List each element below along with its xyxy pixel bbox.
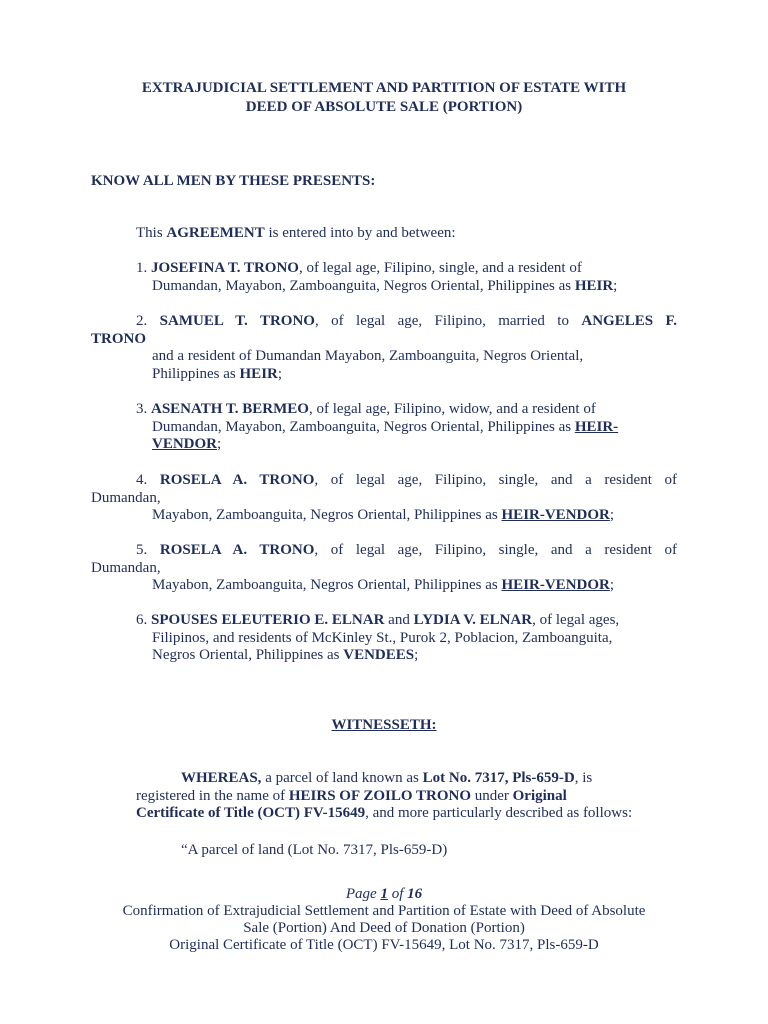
party-role: HEIR — [239, 365, 278, 382]
intro-paragraph: This AGREEMENT is entered into by and between: — [136, 225, 456, 241]
party-2: 2. SAMUEL T. TRONO, of legal age, Filipino, married to ANGELES F. TRONO and a resident of Dumandan Mayabon, Zamboanguita, Negros Oriental, Philippines as HEIR; — [91, 313, 678, 382]
footer-line-2: Confirmation of Extrajudicial Settlement and Partition of Estate with Deed of Absolute — [122, 903, 646, 919]
party-name-2: LYDIA V. ELNAR — [413, 612, 533, 628]
land-description-quote: “A parcel of land (Lot No. 7317, Pls-659-D) — [181, 842, 448, 858]
preamble: KNOW ALL MEN BY THESE PRESENTS: — [91, 173, 376, 189]
party-role: HEIR- — [574, 418, 619, 435]
lot-number: Lot No. 7317, Pls-659-D — [422, 770, 575, 786]
party-name: JOSEFINA T. TRONO — [151, 260, 299, 276]
party-role: HEIR-VENDOR — [501, 507, 610, 523]
party-role: HEIR-VENDOR — [501, 577, 610, 593]
party-6: 6. SPOUSES ELEUTERIO E. ELNAR and LYDIA V. ELNAR, of legal ages, Filipinos, and residents of McKinley St., Purok 2, Poblacion, Zamboanguita, Negros Oriental, Philippines as VENDEES; — [136, 612, 620, 663]
party-5: 5. ROSELA A. TRONO, of legal age, Filipino, single, and a resident of Dumandan, Mayabon, Zamboanguita, Negros Oriental, Philippines as HEIR-VENDOR; — [91, 542, 677, 593]
page-footer — [60, 886, 708, 954]
party-name: ROSELA A. TRONO — [159, 472, 315, 488]
document-title — [60, 79, 708, 117]
page-number: Page 1 of 16 — [345, 886, 423, 902]
footer-line-3: Sale (Portion) And Deed of Donation (Portion) — [243, 920, 525, 936]
title-number: Certificate of Title (OCT) FV-15649 — [136, 805, 366, 821]
party-name: ROSELA A. TRONO — [159, 542, 315, 558]
party-name: SPOUSES ELEUTERIO E. ELNAR — [151, 612, 385, 628]
witnesseth-heading: WITNESSETH: — [331, 717, 437, 733]
party-3: 3. ASENATH T. BERMEO, of legal age, Filipino, widow, and a resident of Dumandan, Mayabon, Zamboanguita, Negros Oriental, Philippines as HEIR- VENDOR; — [136, 401, 619, 452]
footer-line-4: Original Certificate of Title (OCT) FV-15649, Lot No. 7317, Pls-659-D — [169, 937, 599, 953]
spouse-name: ANGELES F. — [581, 313, 678, 329]
party-role: VENDEES — [343, 647, 415, 663]
party-4: 4. ROSELA A. TRONO, of legal age, Filipino, single, and a resident of Dumandan, Mayabon, Zamboanguita, Negros Oriental, Philippines as HEIR-VENDOR; — [91, 472, 677, 523]
party-name: ASENATH T. BERMEO — [151, 401, 309, 417]
title-line-2: DEED OF ABSOLUTE SALE (PORTION) — [245, 99, 523, 115]
party-1: 1. JOSEFINA T. TRONO, of legal age, Filipino, single, and a resident of Dumandan, Mayabon, Zamboanguita, Negros Oriental, Philippines as HEIR; — [136, 260, 618, 294]
title-line-1: EXTRAJUDICIAL SETTLEMENT AND PARTITION OF ESTATE WITH — [141, 80, 627, 96]
whereas-clause: WHEREAS, a parcel of land known as Lot No. 7317, Pls-659-D, is registered in the name of HEIRS OF ZOILO TRONO under Original Certificate of Title (OCT) FV-15649, and more particularly described as follows: — [136, 770, 633, 821]
party-name: SAMUEL T. TRONO — [159, 313, 315, 329]
party-role: HEIR — [574, 277, 614, 294]
